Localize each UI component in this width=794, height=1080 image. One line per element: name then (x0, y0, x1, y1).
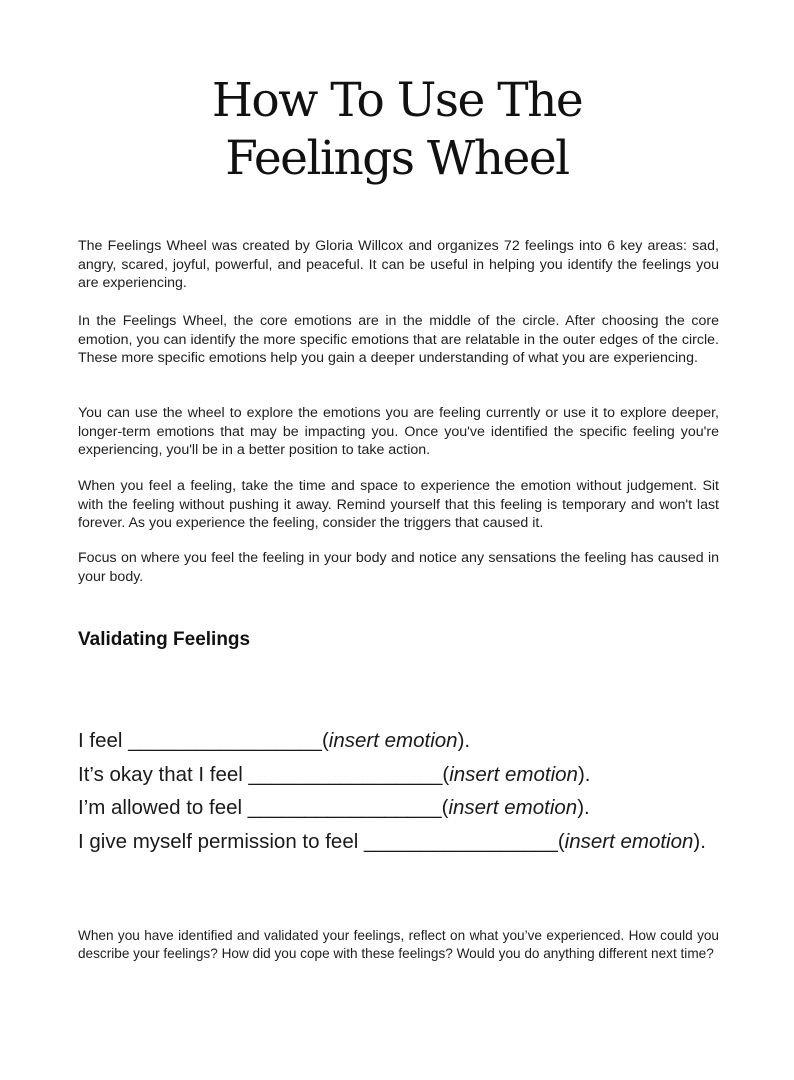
affirmation-prefix: I give myself permission to feel (78, 829, 364, 853)
affirmation-prefix: It’s okay that I feel (78, 762, 249, 786)
page-title-line-2: Feelings Wheel (225, 131, 569, 186)
affirmation-prefix: I’m allowed to feel (78, 796, 248, 819)
blank-hint: insert emotion (449, 762, 578, 786)
fill-in-blank: _________________ (247, 796, 442, 819)
affirmation-line: I’m allowed to feel _________________(insert emotion). (78, 796, 590, 819)
experience-paragraph: When you feel a feeling, take the time and space to experience the emotion without judgement. Sit with the feeling without pushing it away. Remind yourself that this feeling is temporary and won't last forever. As you experience the feeling, consider the triggers that caused it. (78, 478, 719, 531)
explore-paragraph: You can use the wheel to explore the emotions you are feeling currently or use it to explore deeper, longer-term emotions that may be impacting you. Once you've identified the specific feeling you're experiencing, you'll be in a better position to take action. (78, 405, 719, 458)
intro-paragraph: The Feelings Wheel was created by Gloria Willcox and organizes 72 feelings into 6 key areas: sad, angry, scared, joyful, powerful, and peaceful. It can be useful in helping you identify the feelings you are experiencing. (78, 238, 719, 291)
fill-in-blank: _________________ (128, 729, 322, 752)
affirmation-suffix: . (584, 762, 591, 786)
affirmation-prefix: I feel (78, 729, 129, 752)
blank-hint: insert emotion (328, 729, 458, 752)
blank-hint: insert emotion (448, 796, 578, 819)
affirmation-suffix: . (464, 729, 471, 752)
blank-hint: insert emotion (564, 829, 694, 853)
affirmation-suffix: . (584, 796, 590, 819)
body-sensations-paragraph: Focus on where you feel the feeling in your body and notice any sensations the feeling has caused in your body. (78, 550, 719, 585)
core-emotions-paragraph: In the Feelings Wheel, the core emotions are in the middle of the circle. After choosing the core emotion, you can identify the more specific emotions that are relatable in the outer edges of the circle. These more specific emotions help you gain a deeper understanding of what you are experiencing. (78, 313, 719, 366)
affirmation-list (78, 724, 706, 858)
reflection-paragraph: When you have identified and validated your feelings, reflect on what you’ve experienced. How could you describe your feelings? How did you cope with these feelings? Would you do anything different next time? (78, 928, 719, 961)
fill-in-blank: _________________ (363, 829, 558, 853)
affirmation-line: I give myself permission to feel _________________(insert emotion). (78, 829, 706, 853)
affirmation-line: I feel _________________(insert emotion). (78, 729, 471, 752)
affirmation-line: It’s okay that I feel _________________(insert emotion). (78, 762, 591, 786)
fill-in-blank: _________________ (248, 762, 443, 786)
page-title-line-1: How To Use The (211, 73, 583, 128)
validating-feelings-heading: Validating Feelings (78, 629, 251, 650)
page-title (0, 72, 794, 188)
affirmation-suffix: . (700, 829, 706, 853)
